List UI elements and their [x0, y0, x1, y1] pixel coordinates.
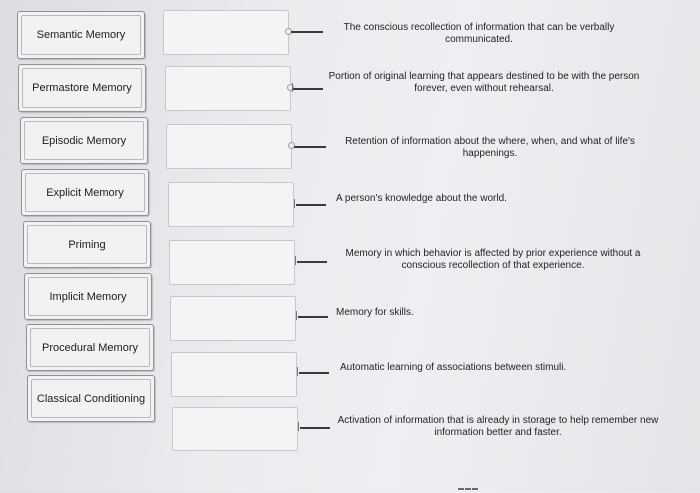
drop-zone-4[interactable]	[168, 182, 294, 227]
definition-line: The conscious recollection of information that can be verbally	[343, 22, 615, 33]
connector-tick	[296, 311, 297, 320]
definition-8	[326, 415, 670, 439]
definition-2	[313, 71, 655, 95]
definition-4	[336, 193, 507, 205]
drop-zone-8[interactable]	[172, 407, 298, 451]
definition-line: Memory in which behavior is affected by prior experience without a	[345, 248, 641, 259]
connector-tick	[298, 422, 299, 431]
scroll-indicator	[458, 488, 478, 493]
connector-tick	[295, 256, 296, 265]
definition-line: communicated.	[445, 34, 513, 45]
term-classical-conditioning[interactable]	[27, 375, 155, 422]
definition-3	[329, 136, 651, 160]
term-priming[interactable]	[23, 221, 151, 268]
connector-line	[294, 146, 326, 148]
definition-6	[336, 307, 414, 319]
term-label: Classical Conditioning	[36, 392, 146, 405]
definition-line: information better and faster.	[434, 427, 562, 438]
drop-zone-3[interactable]	[166, 124, 292, 169]
connector-tick	[294, 199, 295, 208]
connector-line	[299, 372, 329, 374]
definition-line: Automatic learning of associations between stimuli.	[340, 362, 567, 373]
term-label: Episodic Memory	[41, 134, 127, 147]
term-procedural-memory[interactable]	[26, 324, 154, 371]
connector-line	[298, 316, 328, 318]
drop-zone-1[interactable]	[163, 10, 289, 55]
drop-zone-5[interactable]	[169, 240, 295, 285]
definition-7	[340, 362, 566, 374]
drop-zone-7[interactable]	[171, 352, 297, 397]
definition-line: Portion of original learning that appears destined to be with the person	[328, 71, 640, 82]
drop-zone-2[interactable]	[165, 66, 291, 111]
term-semantic-memory[interactable]	[17, 11, 145, 59]
term-label: Implicit Memory	[49, 290, 127, 303]
term-explicit-memory[interactable]	[21, 169, 149, 216]
term-implicit-memory[interactable]	[24, 273, 152, 320]
term-episodic-memory[interactable]	[20, 117, 148, 164]
definition-line: forever, even without rehearsal.	[414, 83, 554, 94]
definition-1	[329, 22, 629, 46]
term-label: Procedural Memory	[42, 341, 138, 354]
connector-tick	[297, 367, 298, 376]
definition-5	[332, 248, 654, 272]
definition-line: conscious recollection of that experience.	[401, 260, 585, 271]
drop-zone-6[interactable]	[170, 296, 296, 341]
connector-line	[296, 204, 326, 206]
connector-line	[297, 261, 327, 263]
definition-line: happenings.	[462, 148, 518, 159]
term-label: Priming	[68, 238, 106, 251]
definition-line: Activation of information that is already in storage to help remember new	[337, 415, 659, 426]
term-label: Permastore Memory	[32, 82, 132, 94]
definition-line: Memory for skills.	[336, 307, 414, 318]
term-label: Semantic Memory	[36, 29, 126, 41]
definition-line: Retention of information about the where, when, and what of life's	[345, 136, 635, 147]
connector-line	[291, 31, 323, 33]
definition-line: A person's knowledge about the world.	[336, 193, 507, 204]
term-permastore-memory[interactable]	[18, 64, 146, 112]
term-label: Explicit Memory	[46, 186, 124, 199]
